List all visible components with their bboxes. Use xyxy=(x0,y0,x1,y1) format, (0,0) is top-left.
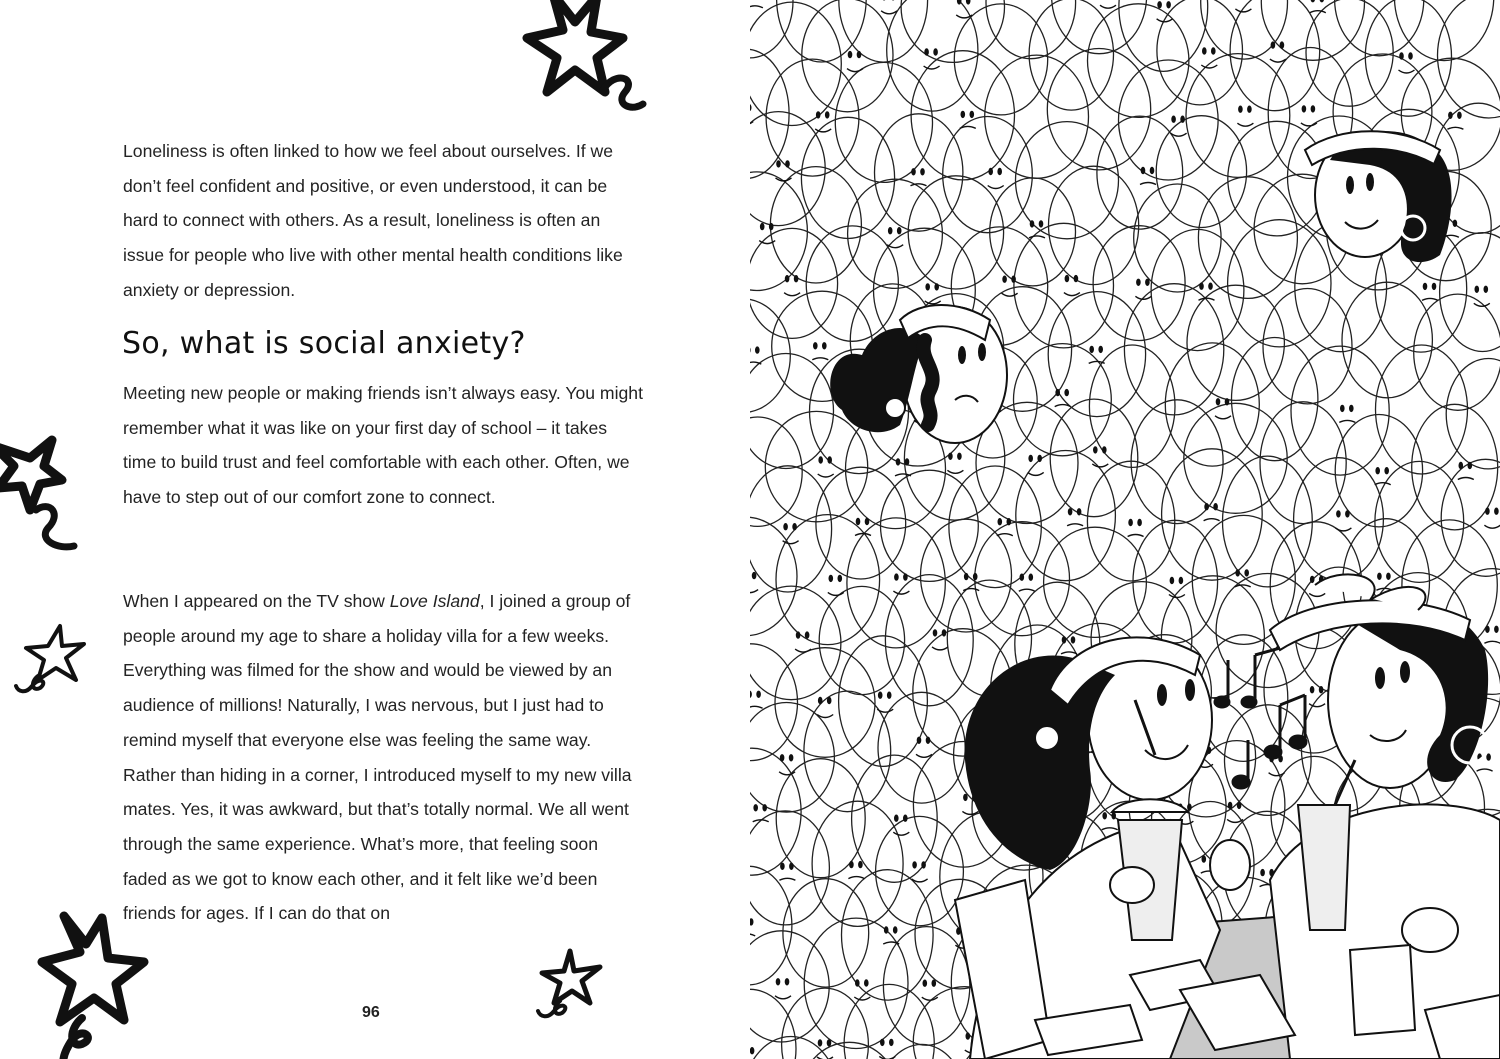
face-bubble xyxy=(819,586,904,694)
face-eye xyxy=(966,1033,970,1039)
face-bubble xyxy=(949,466,1041,588)
section-heading: So, what is social anxiety? xyxy=(122,326,526,361)
face-eye xyxy=(1167,2,1171,8)
face-mouth xyxy=(1484,525,1500,528)
face-eye xyxy=(827,697,831,703)
face-eye xyxy=(1239,106,1243,112)
face-eye xyxy=(850,861,854,867)
face-eye xyxy=(921,169,925,175)
face-eye xyxy=(1099,346,1103,352)
face-mouth xyxy=(1422,298,1438,300)
face-eye xyxy=(848,51,852,57)
face-eye xyxy=(786,161,790,167)
face-eye xyxy=(1188,804,1192,810)
face-mouth xyxy=(1215,416,1231,419)
face-bubble xyxy=(750,0,793,58)
face-mouth xyxy=(1029,236,1045,238)
face-mouth xyxy=(1067,524,1083,526)
face-eye xyxy=(796,632,800,638)
face-mouth xyxy=(883,942,899,944)
face-mouth xyxy=(779,878,795,880)
face-eye xyxy=(1074,275,1078,281)
face-mouth xyxy=(750,706,763,708)
face-eye xyxy=(890,1039,894,1045)
face-bubble xyxy=(876,1044,967,1059)
anxious-person-figure xyxy=(830,305,1007,443)
face-bubble xyxy=(881,470,979,581)
face-bubble xyxy=(1294,458,1384,581)
face-eye xyxy=(895,574,899,580)
face-eye xyxy=(1202,856,1206,862)
face-mouth xyxy=(795,649,811,652)
face-eye xyxy=(1138,519,1142,525)
face-mouth xyxy=(1100,5,1116,8)
face-eye xyxy=(912,169,916,175)
face-eye xyxy=(917,737,921,743)
face-eye xyxy=(790,863,794,869)
face-eye xyxy=(1487,754,1491,760)
show-title-emphasis: Love Island xyxy=(389,591,480,611)
face-eye xyxy=(1423,283,1427,289)
face-mouth xyxy=(1309,593,1325,596)
face-mouth xyxy=(1399,70,1415,73)
face-bubble xyxy=(883,927,969,1046)
face-eye xyxy=(1248,106,1252,112)
face-eye xyxy=(998,519,1002,525)
face-mouth xyxy=(932,647,948,650)
face-eye xyxy=(1228,802,1232,808)
face-mouth xyxy=(963,589,979,591)
face-eye xyxy=(888,228,892,234)
face-bubble xyxy=(990,178,1076,286)
face-eye xyxy=(897,228,901,234)
face-eye xyxy=(781,863,785,869)
face-eye xyxy=(829,575,833,581)
face-eye xyxy=(973,573,977,579)
face-mouth xyxy=(1092,464,1108,467)
face-eye xyxy=(923,980,927,986)
face-eye xyxy=(942,630,946,636)
face-bubble xyxy=(1260,402,1346,524)
face-eye xyxy=(1007,519,1011,525)
face-bubble xyxy=(844,984,934,1059)
face-mouth xyxy=(1128,535,1144,537)
face-eye xyxy=(1029,455,1033,461)
face-eye xyxy=(1203,48,1207,54)
face-eye xyxy=(818,1040,822,1046)
music-notes-icon xyxy=(1215,648,1306,788)
face-bubble xyxy=(1048,292,1145,417)
face-eye xyxy=(1112,813,1116,819)
face-mouth xyxy=(1375,483,1391,485)
face-eye xyxy=(1137,279,1141,285)
face-eye xyxy=(1337,511,1341,517)
face-eye xyxy=(814,343,818,349)
face-mouth xyxy=(922,997,938,1000)
face-eye xyxy=(966,0,970,4)
right-page-illustration xyxy=(750,0,1500,1059)
face-eye xyxy=(964,794,968,800)
face-eye xyxy=(857,51,861,57)
face-eye xyxy=(1376,468,1380,474)
face-eye xyxy=(769,223,773,229)
paragraph-love-island xyxy=(123,584,643,931)
face-eye xyxy=(1170,577,1174,583)
face-mouth xyxy=(1477,769,1493,771)
face-bubble xyxy=(750,466,832,592)
face-mouth xyxy=(988,186,1004,189)
face-eye xyxy=(935,284,939,290)
face-eye xyxy=(793,524,797,530)
face-eye xyxy=(1237,802,1241,808)
face-mouth xyxy=(947,470,963,473)
face-eye xyxy=(887,692,891,698)
face-eye xyxy=(1172,116,1176,122)
face-eye xyxy=(933,630,937,636)
face-bubble xyxy=(801,117,894,238)
face-bubble xyxy=(1291,346,1389,475)
face-bubble xyxy=(1412,404,1498,530)
face-eye xyxy=(1453,220,1457,226)
face-mouth xyxy=(1102,828,1118,830)
face-eye xyxy=(1346,511,1350,517)
face-mouth xyxy=(848,877,864,879)
face-bubble xyxy=(1261,0,1364,60)
face-bubble xyxy=(1198,177,1297,299)
face-mouth xyxy=(750,590,758,593)
face-mouth xyxy=(1061,652,1077,654)
face-eye xyxy=(1280,42,1284,48)
face-bubble xyxy=(842,870,934,1000)
face-bubble xyxy=(1187,285,1284,400)
face-mouth xyxy=(1201,65,1217,68)
face-bubble xyxy=(847,518,945,648)
face-eye xyxy=(1387,573,1391,579)
face-eye xyxy=(1200,283,1204,289)
face-eye xyxy=(1071,637,1075,643)
face-eye xyxy=(856,980,860,986)
face-eye xyxy=(1236,570,1240,576)
face-eye xyxy=(1065,389,1069,395)
face-mouth xyxy=(1028,472,1044,475)
face-bubble xyxy=(1375,461,1464,582)
face-mouth xyxy=(1169,595,1185,598)
face-eye xyxy=(789,755,793,761)
paragraph-meeting-people: Meeting new people or making friends isn’t always easy. You might remember what it was like on your first day of school – it takes time to build trust and feel comfortable with each other. Often, we have to step out of our comfort zone to connect. xyxy=(123,383,643,508)
face-eye xyxy=(1209,283,1213,289)
face-eye xyxy=(958,453,962,459)
face-eye xyxy=(970,111,974,117)
page-number: 96 xyxy=(362,1004,380,1021)
face-eye xyxy=(1468,462,1472,468)
face-eye xyxy=(904,815,908,821)
paragraph-text-rest: , I joined a group of people around my age to share a holiday villa for a few weeks. Everything was filmed for the show and would be viewed by an audience of millions! Naturally, I was nervous, but I just had to remind myself that everyone else was feeling the same way. Rather than hiding in a corner, I introduced myself to my new villa mates. Yes, it was awkward, but that’s totally normal. We all went through the same experience. What’s more, that feeling soon faded as we got to know each other, and it felt like we’d been friends for ages. If I can do that on xyxy=(123,591,632,924)
face-bubble xyxy=(1394,0,1493,61)
face-eye xyxy=(881,1039,885,1045)
star-doodle-bottom-icon xyxy=(530,945,615,1025)
face-eye xyxy=(865,518,869,524)
face-eye xyxy=(1214,504,1218,510)
face-eye xyxy=(1129,519,1133,525)
face-mouth xyxy=(1310,11,1326,13)
face-eye xyxy=(818,697,822,703)
face-mouth xyxy=(895,474,911,476)
face-bubble xyxy=(1335,0,1424,56)
face-bubble xyxy=(901,0,1004,62)
face-eye xyxy=(777,161,781,167)
face-eye xyxy=(1311,106,1315,112)
face-eye xyxy=(823,343,827,349)
face-eye xyxy=(932,980,936,986)
face-eye xyxy=(1320,0,1324,2)
face-eye xyxy=(1486,508,1490,514)
face-eye xyxy=(1103,447,1107,453)
face-mouth xyxy=(1019,589,1035,591)
face-eye xyxy=(1486,626,1490,632)
face-mouth xyxy=(1335,528,1351,531)
face-mouth xyxy=(750,934,755,936)
face-bubble xyxy=(839,0,928,62)
face-eye xyxy=(896,459,900,465)
face-eye xyxy=(1302,106,1306,112)
face-bubble xyxy=(875,114,963,231)
face-eye xyxy=(922,862,926,868)
face-eye xyxy=(1158,2,1162,8)
face-eye xyxy=(1141,167,1145,173)
face-mouth xyxy=(784,293,800,296)
face-eye xyxy=(905,459,909,465)
face-eye xyxy=(1458,112,1462,118)
face-eye xyxy=(785,276,789,282)
face-mouth xyxy=(997,534,1013,536)
face-eye xyxy=(1261,869,1265,875)
face-eye xyxy=(934,49,938,55)
face-eye xyxy=(1003,276,1007,282)
face-eye xyxy=(998,168,1002,174)
face-eye xyxy=(1094,447,1098,453)
face-eye xyxy=(1378,573,1382,579)
face-eye xyxy=(1205,504,1209,510)
face-bubble xyxy=(750,228,838,338)
star-doodle-top-icon xyxy=(505,0,650,115)
face-eye xyxy=(926,284,930,290)
face-mouth xyxy=(1339,420,1355,422)
face-eye xyxy=(785,979,789,985)
face-eye xyxy=(816,112,820,118)
face-eye xyxy=(838,575,842,581)
face-eye xyxy=(949,453,953,459)
face-mouth xyxy=(1235,9,1251,12)
face-mouth xyxy=(750,6,763,8)
face-mouth xyxy=(893,832,909,835)
face-eye xyxy=(961,111,965,117)
face-mouth xyxy=(924,66,940,69)
face-eye xyxy=(1077,509,1081,515)
face-eye xyxy=(1495,508,1499,514)
face-bubble xyxy=(750,49,789,178)
face-mouth xyxy=(1447,127,1463,129)
face-eye xyxy=(1350,405,1354,411)
face-mouth xyxy=(1484,641,1500,643)
face-bubble xyxy=(986,0,1076,59)
face-eye xyxy=(780,755,784,761)
face-eye xyxy=(1068,509,1072,515)
face-mouth xyxy=(775,996,791,999)
face-eye xyxy=(1056,389,1060,395)
face-eye xyxy=(805,632,809,638)
face-eye xyxy=(1319,687,1323,693)
face-mouth xyxy=(1064,293,1080,296)
crowd-illustration xyxy=(750,0,1500,1059)
face-bubble xyxy=(1156,116,1246,228)
face-mouth xyxy=(854,997,870,1000)
face-eye xyxy=(1245,570,1249,576)
face-eye xyxy=(904,574,908,580)
face-eye xyxy=(856,518,860,524)
face-eye xyxy=(926,737,930,743)
face-mouth xyxy=(1055,405,1071,407)
face-mouth xyxy=(1204,519,1220,521)
face-mouth xyxy=(1458,478,1474,480)
face-eye xyxy=(1216,399,1220,405)
face-eye xyxy=(754,805,758,811)
face-eye xyxy=(1065,275,1069,281)
face-mouth xyxy=(1089,361,1105,363)
face-eye xyxy=(750,691,751,697)
face-eye xyxy=(1038,455,1042,461)
face-eye xyxy=(1103,813,1107,819)
face-bubble xyxy=(839,636,928,767)
face-eye xyxy=(760,223,764,229)
face-eye xyxy=(1311,0,1315,2)
face-eye xyxy=(1179,577,1183,583)
face-eye xyxy=(893,927,897,933)
face-eye xyxy=(1341,405,1345,411)
face-eye xyxy=(1062,637,1066,643)
paragraph-text-start: When I appeared on the TV show xyxy=(123,591,390,611)
face-eye xyxy=(1310,687,1314,693)
face-eye xyxy=(1385,468,1389,474)
face-mouth xyxy=(916,754,932,757)
face-eye xyxy=(865,980,869,986)
face-bubble xyxy=(1441,459,1500,576)
face-eye xyxy=(878,692,882,698)
face-bubble xyxy=(1223,456,1313,587)
face-eye xyxy=(1475,286,1479,292)
star-doodle-small-left-icon xyxy=(10,620,95,700)
face-eye xyxy=(964,573,968,579)
face-eye xyxy=(884,927,888,933)
face-bubble xyxy=(812,801,903,926)
face-mouth xyxy=(960,126,976,128)
face-eye xyxy=(756,347,760,353)
face-eye xyxy=(819,457,823,463)
face-eye xyxy=(1400,53,1404,59)
face-eye xyxy=(750,1048,754,1054)
face-eye xyxy=(784,524,788,530)
face-eye xyxy=(1212,48,1216,54)
face-eye xyxy=(957,0,961,4)
face-eye xyxy=(1030,221,1034,227)
face-eye xyxy=(1310,576,1314,582)
face-eye xyxy=(989,168,993,174)
face-mouth xyxy=(818,474,834,477)
face-mouth xyxy=(1002,293,1018,296)
face-eye xyxy=(1146,279,1150,285)
face-eye xyxy=(1495,626,1499,632)
face-bubble xyxy=(750,866,792,985)
face-eye xyxy=(825,112,829,118)
face-eye xyxy=(1012,276,1016,282)
face-eye xyxy=(1459,462,1463,468)
face-mouth xyxy=(893,591,909,594)
face-bubble xyxy=(835,62,932,182)
face-eye xyxy=(1029,574,1033,580)
face-eye xyxy=(828,457,832,463)
paragraph-loneliness: Loneliness is often linked to how we feel about ourselves. If we don’t feel confident and positive, or even understood, it can be hard to connect with others. As a result, loneliness is often an issue for people who live with other mental health conditions like anxiety or depression. xyxy=(123,141,623,300)
face-mouth xyxy=(881,11,897,14)
face-eye xyxy=(763,805,767,811)
face-bubble xyxy=(1365,0,1451,116)
face-bubble xyxy=(802,0,893,112)
face-eye xyxy=(1090,346,1094,352)
face-eye xyxy=(827,1040,831,1046)
face-eye xyxy=(1449,112,1453,118)
face-bubble xyxy=(1440,233,1500,352)
face-mouth xyxy=(1140,183,1156,185)
face-eye xyxy=(794,276,798,282)
star-doodle-left-icon xyxy=(0,428,90,563)
face-eye xyxy=(895,815,899,821)
face-bubble xyxy=(1162,449,1263,580)
face-bubble xyxy=(750,299,790,413)
face-eye xyxy=(752,572,756,578)
face-mouth xyxy=(812,358,828,360)
face-bubble xyxy=(1052,0,1147,54)
face-eye xyxy=(1150,167,1154,173)
face-eye xyxy=(776,979,780,985)
face-eye xyxy=(750,919,753,925)
face-eye xyxy=(750,104,751,110)
face-eye xyxy=(859,861,863,867)
face-bubble xyxy=(750,989,796,1059)
face-eye xyxy=(1020,574,1024,580)
face-bubble xyxy=(985,55,1089,178)
face-eye xyxy=(757,691,761,697)
face-eye xyxy=(1409,53,1413,59)
face-eye xyxy=(1484,286,1488,292)
face-eye xyxy=(1271,42,1275,48)
face-mouth xyxy=(1237,123,1253,126)
face-eye xyxy=(1432,283,1436,289)
face-bubble xyxy=(1131,400,1223,524)
face-eye xyxy=(913,862,917,868)
face-bubble xyxy=(848,179,943,288)
face-eye xyxy=(1181,116,1185,122)
face-eye xyxy=(1039,221,1043,227)
face-bubble xyxy=(1446,359,1500,469)
face-eye xyxy=(1225,399,1229,405)
face-eye xyxy=(925,49,929,55)
